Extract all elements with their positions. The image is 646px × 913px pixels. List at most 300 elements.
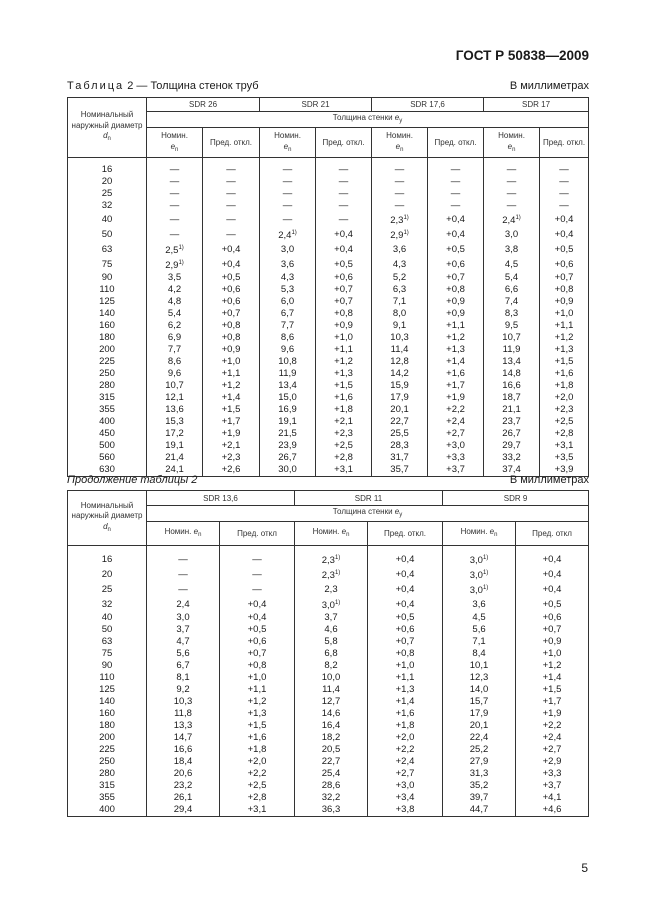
cell-value: 2,5 <box>165 245 179 256</box>
cell-value: 31,7 <box>390 452 409 463</box>
nominal-header <box>295 522 368 546</box>
nominal-cell <box>147 567 220 582</box>
cell-value: — <box>506 200 517 211</box>
cell-value: +0,8 <box>221 332 241 343</box>
cell-value: 2,9 <box>165 260 179 271</box>
nominal-label: Номин. <box>498 130 525 140</box>
cell-value: 7,1 <box>392 296 407 307</box>
tolerance-cell <box>540 440 589 452</box>
diameter-cell <box>68 804 147 817</box>
cell-value: +1,5 <box>334 380 353 391</box>
cell-value: +1,2 <box>554 332 574 343</box>
cell-value: +0,9 <box>334 320 353 331</box>
nominal-cell <box>260 242 316 257</box>
nominal-cell <box>295 672 368 684</box>
tolerance-cell <box>368 672 443 684</box>
nominal-cell <box>372 404 428 416</box>
nominal-label: Номин. <box>312 527 340 536</box>
nominal-cell <box>147 296 203 308</box>
cell-value: 3,0 <box>469 555 483 566</box>
cell-value: 8,2 <box>324 660 338 671</box>
footnote-mark: 1) <box>334 570 341 576</box>
table-row <box>68 368 589 380</box>
cell-value: — <box>338 164 349 175</box>
table-row <box>68 332 589 344</box>
tolerance-cell <box>316 188 372 200</box>
cell-value: 18,7 <box>502 392 521 403</box>
cell-value: 36,3 <box>321 804 341 815</box>
cell-value: 140 <box>99 696 115 707</box>
tolerance-cell <box>316 416 372 428</box>
tolerance-cell <box>516 780 589 792</box>
cell-value: 8,4 <box>472 648 486 659</box>
cell-value: 3,7 <box>324 612 338 623</box>
cell-value: +2,3 <box>221 452 241 463</box>
cell-value: +2,8 <box>247 792 267 803</box>
nominal-cell <box>295 792 368 804</box>
cell-value: — <box>169 200 180 211</box>
diameter-cell <box>68 368 147 380</box>
cell-value: 6,0 <box>280 296 295 307</box>
nominal-cell <box>147 227 203 242</box>
cell-value: 20,1 <box>469 720 489 731</box>
cell-value: +0,6 <box>221 296 241 307</box>
tolerance-cell <box>540 158 589 177</box>
cell-value: 20 <box>101 176 113 187</box>
tolerance-cell <box>316 200 372 212</box>
tolerance-cell <box>368 792 443 804</box>
tolerance-cell <box>203 380 260 392</box>
cell-value: — <box>338 213 349 225</box>
table2-caption <box>67 474 589 486</box>
cell-value: — <box>169 213 180 225</box>
tolerance-cell <box>516 624 589 636</box>
nominal-cell <box>260 392 316 404</box>
tolerance-cell <box>428 404 484 416</box>
cell-value: +1,3 <box>446 344 465 355</box>
nominal-cell <box>147 416 203 428</box>
diameter-cell <box>68 732 147 744</box>
cell-value: 125 <box>99 296 115 307</box>
cell-value: — <box>252 583 262 595</box>
tolerance-cell <box>368 660 443 672</box>
nominal-cell <box>372 257 428 272</box>
tolerance-cell <box>428 380 484 392</box>
cell-value: — <box>169 228 180 240</box>
tolerance-cell <box>316 296 372 308</box>
nominal-subscript: n <box>175 146 179 153</box>
cell-value: 14,2 <box>390 368 409 379</box>
nominal-cell <box>147 546 220 568</box>
cell-value: 26,7 <box>278 452 297 463</box>
tolerance-cell <box>368 648 443 660</box>
cell-value: +3,3 <box>446 452 465 463</box>
cell-value: 9,6 <box>167 368 182 379</box>
diameter-cell <box>68 636 147 648</box>
diameter-cell <box>68 257 147 272</box>
cell-value: +0,4 <box>446 228 465 240</box>
cell-value: +0,9 <box>554 296 574 307</box>
tolerance-cell <box>368 720 443 732</box>
tolerance-cell <box>428 188 484 200</box>
cell-value: 10,7 <box>165 380 184 391</box>
tolerance-header: Пред. откл. <box>203 128 260 158</box>
nominal-cell <box>484 404 540 416</box>
tolerance-cell <box>540 188 589 200</box>
footnote-mark: 1) <box>482 570 489 576</box>
cell-value: 3,0 <box>504 228 519 240</box>
tolerance-cell <box>220 597 295 612</box>
cell-value: +1,4 <box>221 392 241 403</box>
table-row <box>68 200 589 212</box>
cell-value: 9,2 <box>176 684 190 695</box>
cell-value: 2,3 <box>321 570 335 581</box>
nominal-cell <box>295 612 368 624</box>
page-number: 5 <box>581 861 588 875</box>
diameter-cell <box>68 392 147 404</box>
cell-value: +4,1 <box>542 792 562 803</box>
nominal-cell <box>372 284 428 296</box>
nominal-cell <box>147 792 220 804</box>
cell-value: 4,3 <box>280 272 295 283</box>
tolerance-cell <box>540 356 589 368</box>
cell-value: 7,7 <box>167 344 182 355</box>
cell-value: 10,0 <box>321 672 341 683</box>
table-row <box>68 380 589 392</box>
cell-value: 2,3 <box>390 215 404 226</box>
tolerance-cell <box>540 272 589 284</box>
tolerance-cell <box>220 660 295 672</box>
cell-value: +2,4 <box>395 756 415 767</box>
nominal-cell <box>443 612 516 624</box>
cell-value: +2,8 <box>334 452 353 463</box>
cell-value: — <box>282 188 293 199</box>
cell-value: +2,2 <box>542 720 562 731</box>
cell-value: +3,1 <box>334 464 353 475</box>
diameter-cell <box>68 272 147 284</box>
diameter-cell <box>68 660 147 672</box>
cell-value: 630 <box>99 464 115 475</box>
cell-value: — <box>226 176 236 187</box>
tolerance-cell <box>316 452 372 464</box>
diameter-cell <box>68 792 147 804</box>
tolerance-cell <box>428 284 484 296</box>
cell-value: +2,0 <box>395 732 415 743</box>
table1-caption <box>67 80 589 92</box>
cell-value: 3,7 <box>176 624 190 635</box>
table-row <box>68 392 589 404</box>
cell-value: +0,9 <box>446 296 465 307</box>
nominal-cell <box>147 380 203 392</box>
cell-value: +1,9 <box>446 392 465 403</box>
cell-value: 10,3 <box>173 696 193 707</box>
cell-value: 315 <box>99 780 115 791</box>
cell-value: 225 <box>99 356 115 367</box>
cell-value: 2,4 <box>278 230 292 241</box>
table-row <box>68 780 589 792</box>
table-row <box>68 242 589 257</box>
cell-value: 2,3 <box>324 583 338 595</box>
tolerance-cell <box>316 320 372 332</box>
nominal-cell <box>443 684 516 696</box>
tolerance-cell <box>220 780 295 792</box>
cell-value: — <box>394 176 405 187</box>
nominal-cell <box>372 452 428 464</box>
footnote-mark: 1) <box>334 555 341 561</box>
cell-value: +0,4 <box>395 598 415 610</box>
cell-value: 24,1 <box>165 464 184 475</box>
cell-value: 50 <box>101 228 113 240</box>
cell-value: 13,6 <box>165 404 184 415</box>
cell-value: 8,6 <box>280 332 295 343</box>
tolerance-cell <box>368 768 443 780</box>
tolerance-cell <box>203 284 260 296</box>
nominal-cell <box>484 344 540 356</box>
nominal-cell <box>484 368 540 380</box>
cell-value: 3,8 <box>504 243 519 255</box>
nominal-cell <box>372 440 428 452</box>
cell-value: 3,6 <box>392 243 407 255</box>
nominal-cell <box>443 582 516 597</box>
table-row <box>68 227 589 242</box>
tolerance-cell <box>220 636 295 648</box>
tolerance-cell <box>428 452 484 464</box>
cell-value: +1,5 <box>554 356 574 367</box>
cell-value: +3,3 <box>542 768 562 779</box>
table-row <box>68 708 589 720</box>
cell-value: +0,6 <box>247 636 267 647</box>
cell-value: 40 <box>101 213 113 225</box>
nominal-cell <box>484 392 540 404</box>
tolerance-cell <box>516 546 589 568</box>
tolerance-cell <box>516 582 589 597</box>
sdr-header: SDR 26 <box>147 98 260 112</box>
cell-value: 4,5 <box>472 612 486 623</box>
cell-value: 16,4 <box>321 720 341 731</box>
tolerance-cell <box>540 308 589 320</box>
cell-value: 25 <box>101 583 113 595</box>
nominal-cell <box>260 416 316 428</box>
table-row <box>68 440 589 452</box>
tolerance-cell <box>203 272 260 284</box>
table-row <box>68 452 589 464</box>
cell-value: +0,6 <box>221 284 241 295</box>
nominal-cell <box>372 188 428 200</box>
tolerance-cell <box>540 212 589 227</box>
cell-value: 355 <box>99 792 115 803</box>
table1-units: В миллиметрах <box>509 80 589 92</box>
cell-value: +1,3 <box>334 368 353 379</box>
nominal-label: Номин. <box>386 130 413 140</box>
cell-value: 25,2 <box>469 744 489 755</box>
tolerance-cell <box>203 212 260 227</box>
cell-value: 32,2 <box>321 792 341 803</box>
diameter-cell <box>68 440 147 452</box>
cell-value: +0,4 <box>542 583 562 595</box>
tolerance-cell <box>428 428 484 440</box>
cell-value: 250 <box>99 368 115 379</box>
nominal-cell <box>147 780 220 792</box>
cell-value: 20,6 <box>173 768 193 779</box>
cell-value: +0,7 <box>542 624 562 635</box>
tolerance-header: Пред. откл <box>220 522 295 546</box>
nominal-cell <box>295 582 368 597</box>
cell-value: 23,2 <box>173 780 193 791</box>
nominal-cell <box>260 368 316 380</box>
tolerance-cell <box>203 404 260 416</box>
cell-value: +2,5 <box>554 416 574 427</box>
sdr-header: SDR 9 <box>443 491 589 506</box>
cell-value: 560 <box>99 452 115 463</box>
tolerance-cell <box>203 296 260 308</box>
tolerance-cell <box>540 416 589 428</box>
cell-value: — <box>226 164 236 175</box>
tolerance-cell <box>516 684 589 696</box>
cell-value: 75 <box>101 648 113 659</box>
tolerance-cell <box>516 612 589 624</box>
cell-value: 16 <box>101 164 113 175</box>
diameter-cell <box>68 356 147 368</box>
tolerance-cell <box>203 200 260 212</box>
tolerance-cell <box>316 227 372 242</box>
table-row <box>68 212 589 227</box>
cell-value: 6,9 <box>167 332 182 343</box>
nominal-cell <box>484 272 540 284</box>
nominal-cell <box>372 242 428 257</box>
nominal-cell <box>147 672 220 684</box>
tolerance-cell <box>428 368 484 380</box>
cell-value: 16,6 <box>173 744 193 755</box>
cell-value: +2,4 <box>542 732 562 743</box>
nominal-cell <box>147 768 220 780</box>
sdr-header: SDR 11 <box>295 491 443 506</box>
tolerance-cell <box>203 257 260 272</box>
tolerance-cell <box>516 720 589 732</box>
cell-value: 25,5 <box>390 428 409 439</box>
tolerance-cell <box>203 308 260 320</box>
cell-value: 9,1 <box>392 320 407 331</box>
table-row <box>68 582 589 597</box>
nominal-cell <box>295 732 368 744</box>
tolerance-cell <box>220 708 295 720</box>
tolerance-cell <box>540 344 589 356</box>
nominal-cell <box>484 176 540 188</box>
cell-value: 355 <box>99 404 115 415</box>
table-row <box>68 768 589 780</box>
table-row <box>68 672 589 684</box>
nominal-subscript: n <box>512 146 516 153</box>
nominal-cell <box>295 708 368 720</box>
tolerance-cell <box>516 744 589 756</box>
tolerance-cell <box>316 272 372 284</box>
table-row <box>68 344 589 356</box>
cell-value: 8,1 <box>176 672 190 683</box>
cell-value: — <box>226 188 236 199</box>
cell-value: +0,7 <box>247 648 267 659</box>
cell-value: +0,4 <box>395 568 415 580</box>
cell-value: 19,1 <box>165 440 184 451</box>
cell-value: +1,6 <box>554 368 574 379</box>
cell-value: +1,6 <box>446 368 465 379</box>
diameter-cell <box>68 582 147 597</box>
footnote-mark: 1) <box>482 555 489 561</box>
cell-value: — <box>169 164 180 175</box>
cell-value: 10,3 <box>390 332 409 343</box>
cell-value: — <box>338 200 349 211</box>
nominal-cell <box>147 158 203 177</box>
cell-value: 18,4 <box>173 756 193 767</box>
cell-value: 140 <box>99 308 115 319</box>
nominal-symbol: e <box>341 527 347 536</box>
nominal-cell <box>443 756 516 768</box>
tolerance-cell <box>516 768 589 780</box>
tolerance-cell <box>428 242 484 257</box>
tolerance-cell <box>368 708 443 720</box>
tolerance-cell <box>516 660 589 672</box>
tolerance-cell <box>428 416 484 428</box>
nominal-cell <box>372 308 428 320</box>
diameter-cell <box>68 672 147 684</box>
cell-value: 63 <box>101 636 113 647</box>
cell-value: 11,4 <box>390 344 409 355</box>
table-row <box>68 404 589 416</box>
nominal-subscript: n <box>346 532 350 538</box>
cell-value: 28,3 <box>390 440 409 451</box>
nominal-cell <box>443 672 516 684</box>
cell-value: 5,4 <box>167 308 182 319</box>
nominal-cell <box>147 356 203 368</box>
cell-value: +0,9 <box>221 344 241 355</box>
cell-value: +2,0 <box>554 392 574 403</box>
nominal-cell <box>295 768 368 780</box>
cell-value: 12,3 <box>469 672 489 683</box>
tolerance-cell <box>316 344 372 356</box>
cell-value: 13,3 <box>173 720 193 731</box>
diameter-cell <box>68 344 147 356</box>
cell-value: +2,2 <box>446 404 465 415</box>
tolerance-cell <box>540 332 589 344</box>
cell-value: 3,0 <box>321 600 335 611</box>
diameter-cell <box>68 296 147 308</box>
cell-value: 160 <box>99 320 115 331</box>
table-row <box>68 696 589 708</box>
tolerance-cell <box>203 440 260 452</box>
cell-value: 90 <box>101 272 113 283</box>
nominal-cell <box>484 296 540 308</box>
diameter-header: Номинальный наружный диаметр $d_n$ <box>68 98 147 158</box>
tolerance-cell <box>540 428 589 440</box>
cell-value: 20,1 <box>390 404 409 415</box>
cell-value: +0,8 <box>554 284 574 295</box>
sdr-header: SDR 17,6 <box>372 98 484 112</box>
nominal-cell <box>147 582 220 597</box>
diameter-cell <box>68 756 147 768</box>
nominal-cell <box>443 648 516 660</box>
tolerance-cell <box>220 648 295 660</box>
diameter-cell <box>68 332 147 344</box>
cell-value: 35,7 <box>390 464 409 475</box>
cell-value: +2,2 <box>395 744 415 755</box>
cell-value: +3,9 <box>554 464 574 475</box>
cell-value: 32 <box>101 200 113 211</box>
table-row <box>68 720 589 732</box>
nominal-cell <box>295 546 368 568</box>
cell-value: 8,6 <box>167 356 182 367</box>
cell-value: 6,3 <box>392 284 407 295</box>
nominal-subscript: n <box>400 146 404 153</box>
table-row <box>68 416 589 428</box>
nominal-header <box>147 128 203 158</box>
